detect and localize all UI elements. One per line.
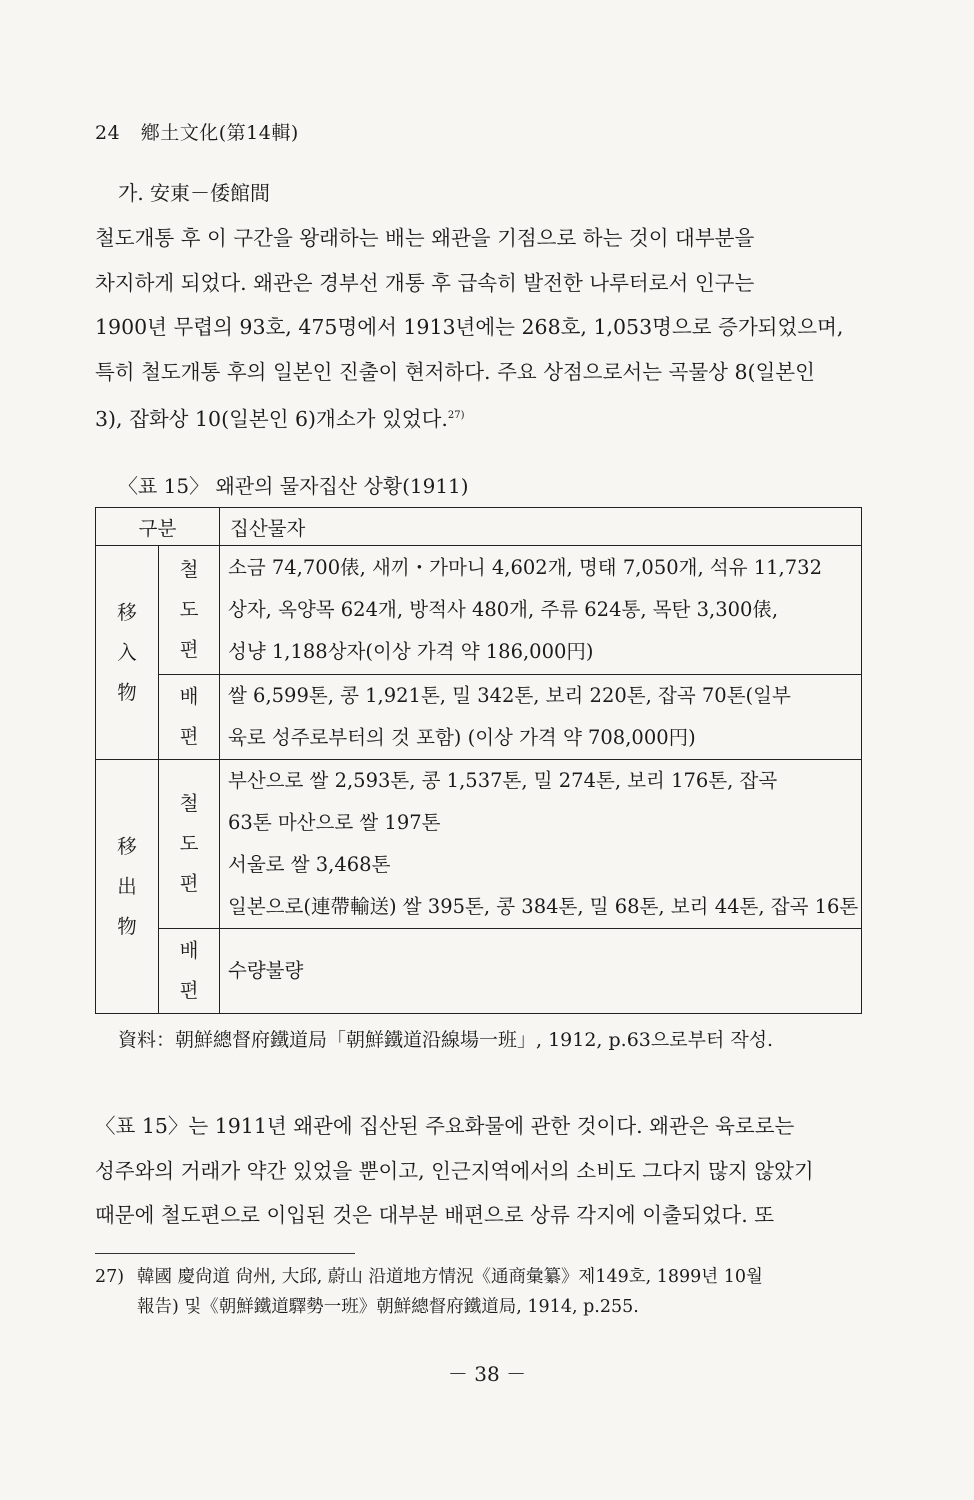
paragraph-line: 〈표 15〉는 1911년 왜관에 집산된 주요화물에 관한 것이다. 왜관은 육로로는 [95,1114,795,1138]
import-label: 移 入 物 [96,546,159,760]
page-number: － 38 － [447,1362,527,1386]
import-ship-goods: 쌀 6,599톤, 콩 1,921톤, 밀 342톤, 보리 220톤, 잡곡 70톤(일부 육로 성주로부터의 것 포함) (이상 가격 약 708,000円) [220,675,862,760]
table-caption: 〈표 15〉 왜관의 물자집산 상황(1911) [118,474,469,498]
table-row [96,675,862,760]
export-rail-goods: 부산으로 쌀 2,593톤, 콩 1,537톤, 밀 274톤, 보리 176톤, 잡곡 63톤 마산으로 쌀 197톤 서울로 쌀 3,468톤 일본으로(連帶輸送) 쌀 395톤, 콩 384톤, 밀 68톤, 보리 44톤, 잡곡 16톤 [220,760,862,929]
paragraph-line: 철도개통 후 이 구간을 왕래하는 배는 왜관을 기점으로 하는 것이 대부분을 [95,226,755,250]
rail-label: 철 도 편 [159,546,220,675]
table-header-row [96,508,862,546]
ship-label: 배 편 [159,929,220,1014]
header-goods: 집산물자 [220,508,862,546]
paragraph-line: 차지하게 되었다. 왜관은 경부선 개통 후 급속히 발전한 나루터로서 인구는 [95,270,755,295]
header-page-number: 24 [95,122,121,144]
rail-label: 철 도 편 [159,760,220,929]
paragraph-line [95,394,865,441]
table-row [96,760,862,929]
paragraph-line: 특히 철도개통 후의 일본인 진출이 현저하다. 주요 상점으로서는 곡물상 8(일본인 [95,359,815,384]
export-ship-goods: 수량불량 [220,929,862,1014]
import-rail-goods: 소금 74,700俵, 새끼・가마니 4,602개, 명태 7,050개, 석유 11,732 상자, 옥양목 624개, 방적사 480개, 주류 624통, 목탄 3,300俵, 성냥 1,188상자(이상 가격 약 186,000円) [220,546,862,675]
paragraph-line: 성주와의 거래가 약간 있었을 뿐이고, 인근지역에서의 소비도 그다지 많지 않았기 [95,1158,814,1183]
footnote [95,1262,763,1322]
ship-label: 배 편 [159,675,220,760]
footnote-marker: 27) [447,410,465,421]
body-paragraph-1 [95,216,865,441]
export-label: 移 出 物 [96,760,159,1014]
running-header [95,118,299,145]
paragraph-line: 때문에 철도편으로 이입된 것은 대부분 배편으로 상류 각지에 이출되었다. 또 [95,1203,775,1227]
table-row [96,929,862,1014]
table-source: 資料：朝鮮總督府鐵道局「朝鮮鐵道沿線場一班」, 1912, p.63으로부터 작성. [118,1029,774,1051]
section-heading: 가. 安東－倭館間 [118,181,271,205]
journal-title: 鄕土文化(第14輯) [140,122,299,144]
header-category: 구분 [96,508,220,546]
footnote-line: 報告) 및《朝鮮鐵道驛勢一班》朝鮮總督府鐵道局, 1914, p.255. [137,1297,639,1317]
body-paragraph-2 [95,1104,865,1238]
paragraph-line: 1900년 무렵의 93호, 475명에서 1913년에는 268호, 1,053명으로 증가되었으며, [95,315,844,339]
paragraph-line-text: 3), 잡화상 10(일본인 6)개소가 있었다. [95,406,448,431]
table-row [96,546,862,675]
footnote-divider [95,1253,355,1254]
footnote-number: 27) [95,1267,125,1287]
footnote-line: 韓國 慶尙道 尙州, 大邱, 蔚山 沿道地方情況《通商彙纂》제149호, 1899년 10월 [137,1267,763,1287]
goods-table [95,507,862,1014]
